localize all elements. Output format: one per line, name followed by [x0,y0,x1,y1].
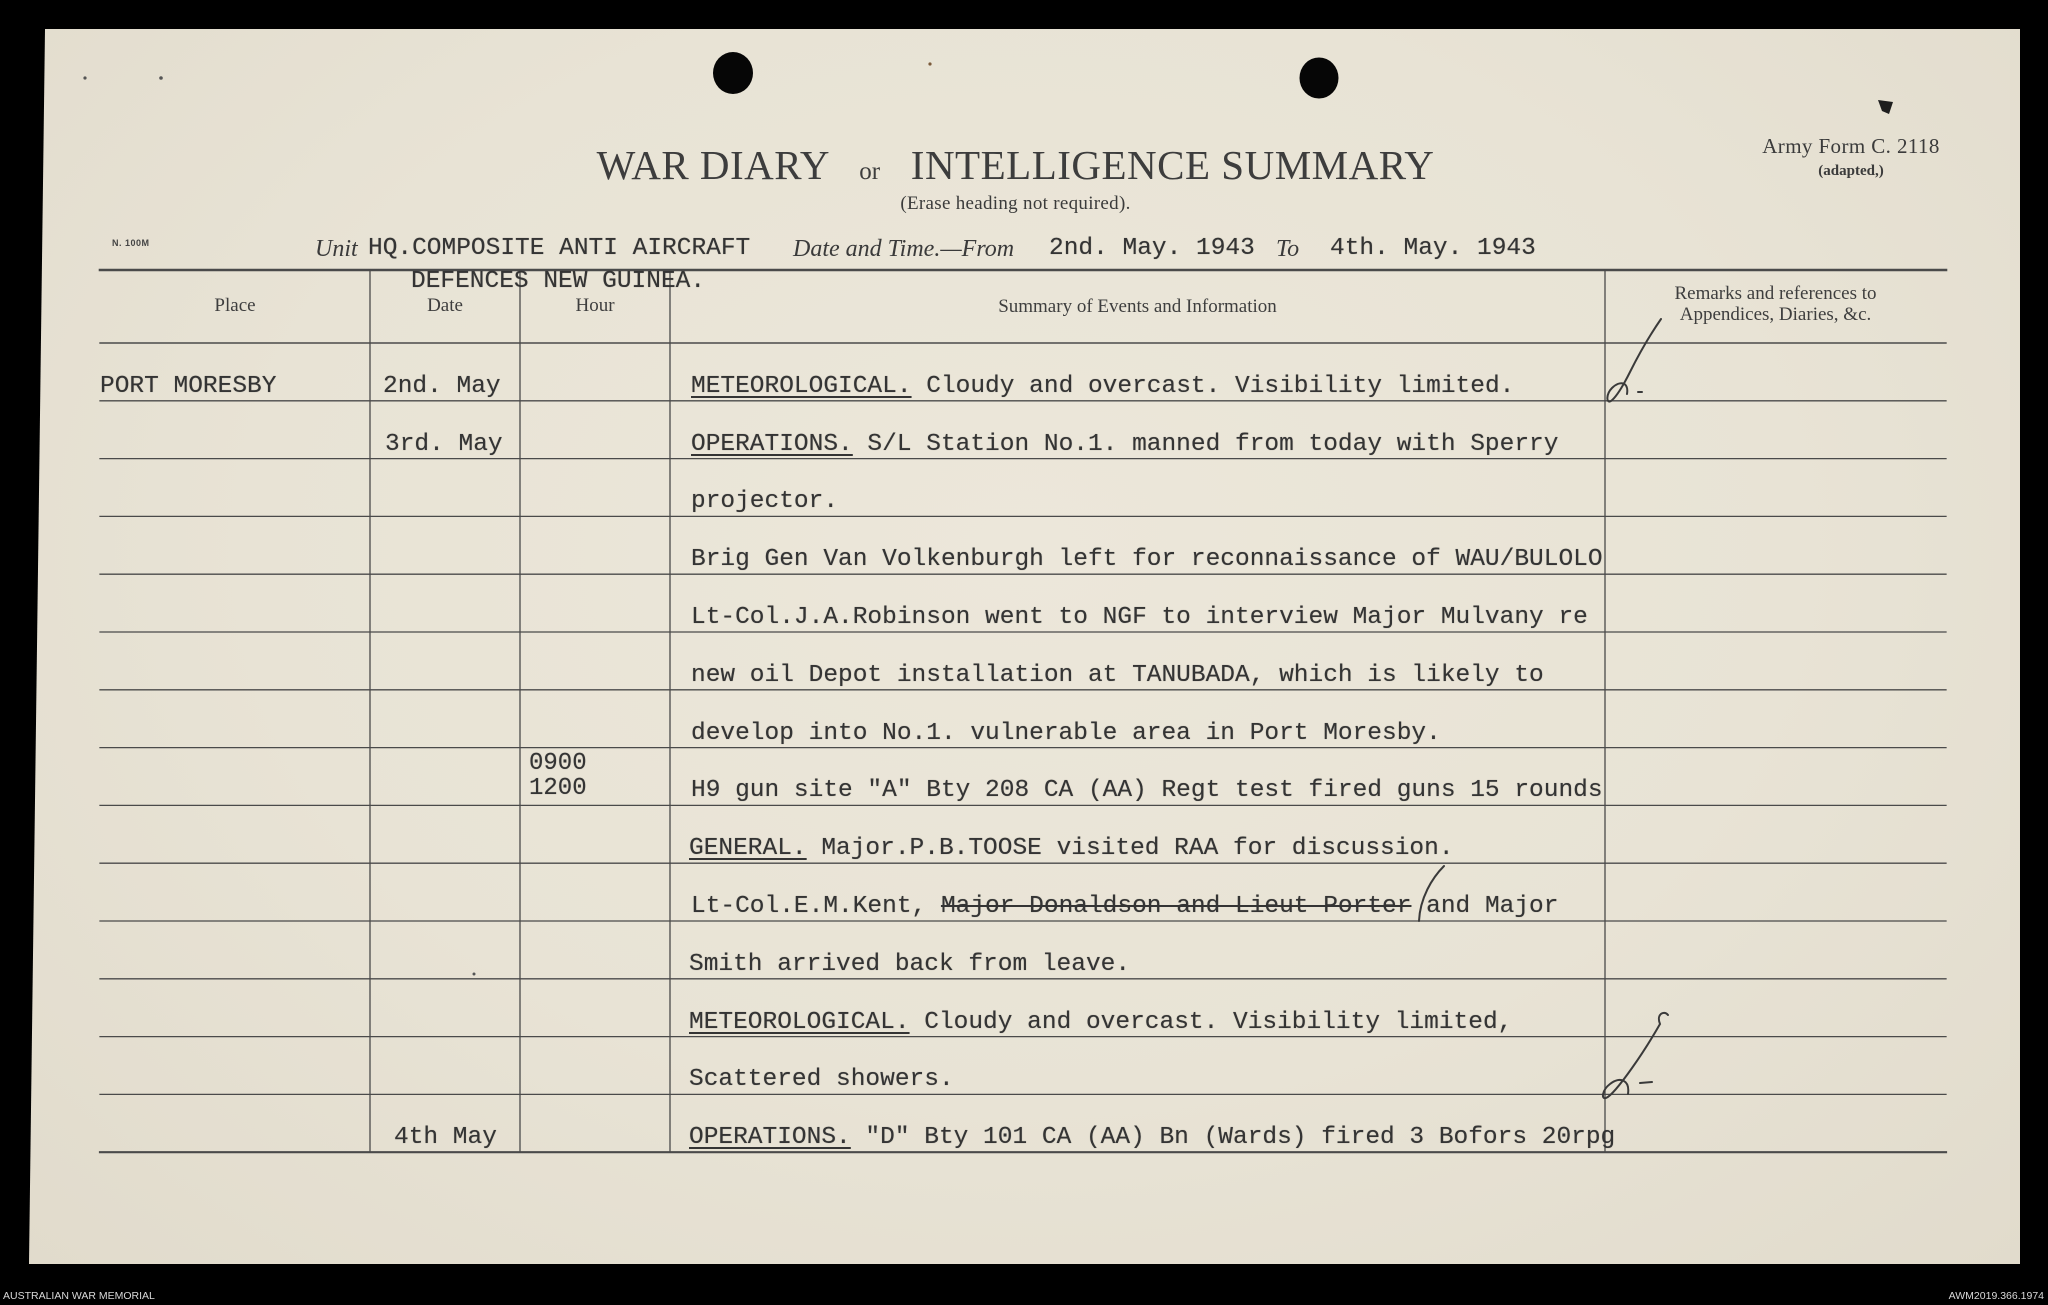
hour-value: 1200 [529,775,587,803]
column-header-summary: Summary of Events and Information [998,296,1277,317]
diary-row [0,632,2048,690]
army-form-number: Army Form C. 2118 [1762,134,1940,158]
diary-row [0,1037,2048,1095]
catalogue-number: AWM2019.366.1974 [1948,1290,2044,1302]
column-header-hour: Hour [575,295,615,316]
struck-text: Major Donaldson and Lieut Porter [940,892,1412,920]
diary-row [0,748,2048,806]
army-form-adapted: (adapted,) [1818,163,1884,179]
summary-text: Brig Gen Van Volkenburgh left for reconnaissance of WAU/BULOLO [691,546,1603,574]
title-war-diary: WAR DIARY [596,142,829,188]
summary-text: new oil Depot installation at TANUBADA, which is likely to [691,661,1544,689]
summary-cell [689,836,1454,862]
diary-row [0,516,2048,574]
section-heading: METEOROLOGICAL. [689,1008,910,1036]
diary-row [0,1094,2048,1152]
column-header-place: Place [214,295,256,316]
diary-row [0,805,2048,863]
form-code: N. 100M [112,238,150,248]
section-heading: GENERAL. [689,835,807,863]
diary-row [0,690,2048,748]
hour-cell [529,751,587,801]
summary-text: S/L Station No.1. manned from today with Sperry [852,430,1559,458]
form-title [0,142,2031,195]
section-heading: OPERATIONS. [689,1124,851,1152]
summary-cell [691,663,1544,689]
unit-label: Unit [315,236,358,262]
summary-text: develop into No.1. vulnerable area in Port Moresby. [691,719,1441,747]
summary-text: Cloudy and overcast. Visibility limited. [911,372,1515,400]
summary-text: projector. [691,488,839,516]
section-heading: OPERATIONS. [691,430,853,458]
date-to-value: 4th. May. 1943 [1330,235,1536,262]
summary-cell [691,432,1558,458]
summary-cell [689,1067,954,1093]
title-or: or [859,158,881,185]
summary-cell [691,894,1558,920]
column-header-remarks: Remarks and references to [1674,283,1877,304]
unit-value: HQ.COMPOSITE ANTI AIRCRAFT [368,235,751,262]
summary-cell [689,1125,1615,1151]
summary-text: "D" Bty 101 CA (AA) Bn (Wards) fired 3 Bofors 20rpg [850,1124,1616,1152]
summary-text: Major.P.B.TOOSE visited RAA for discussion. [806,835,1454,863]
archive-credit: AUSTRALIAN WAR MEMORIAL [3,1290,155,1302]
summary-cell [689,1010,1512,1036]
title-intelligence-summary: INTELLIGENCE SUMMARY [910,142,1435,188]
date-from-value: 2nd. May. 1943 [1049,235,1255,262]
unit-value-continued: DEFENCES NEW GUINEA. [411,268,706,295]
diary-row [0,401,2048,459]
date-cell: 2nd. May [383,372,501,400]
diary-row [0,979,2048,1037]
summary-text: Lt-Col.J.A.Robinson went to NGF to interview Major Mulvany re [691,603,1588,631]
section-heading: METEOROLOGICAL. [691,372,912,400]
diary-row [0,574,2048,632]
summary-cell [691,547,1603,573]
to-label: To [1276,236,1300,262]
diary-row [0,863,2048,921]
summary-cell [691,721,1441,747]
diary-row [0,459,2048,517]
summary-cell [691,605,1588,631]
summary-text: Smith arrived back from leave. [689,950,1131,978]
erase-heading-note: (Erase heading not required). [900,193,1131,214]
column-header-remarks-cont: Appendices, Diaries, &c. [1679,304,1872,325]
summary-cell [691,778,1603,804]
column-header-date: Date [427,295,463,316]
summary-text: Cloudy and overcast. Visibility limited, [909,1008,1513,1036]
summary-cell [691,489,838,515]
hour-value: 0900 [529,750,587,778]
summary-text: and Major [1411,892,1559,920]
diary-row [0,343,2048,401]
place-cell: PORT MORESBY [100,372,277,400]
summary-cell [691,374,1514,400]
summary-text: H9 gun site "A" Bty 208 CA (AA) Regt test fired guns 15 rounds [691,777,1603,805]
summary-text: Lt-Col.E.M.Kent, [691,892,941,920]
date-cell: 3rd. May [385,430,503,458]
date-time-label: Date and Time.—From [793,236,1015,262]
diary-row [0,921,2048,979]
date-cell: 4th May [394,1124,497,1152]
summary-text: Scattered showers. [689,1066,954,1094]
summary-cell [689,952,1130,978]
